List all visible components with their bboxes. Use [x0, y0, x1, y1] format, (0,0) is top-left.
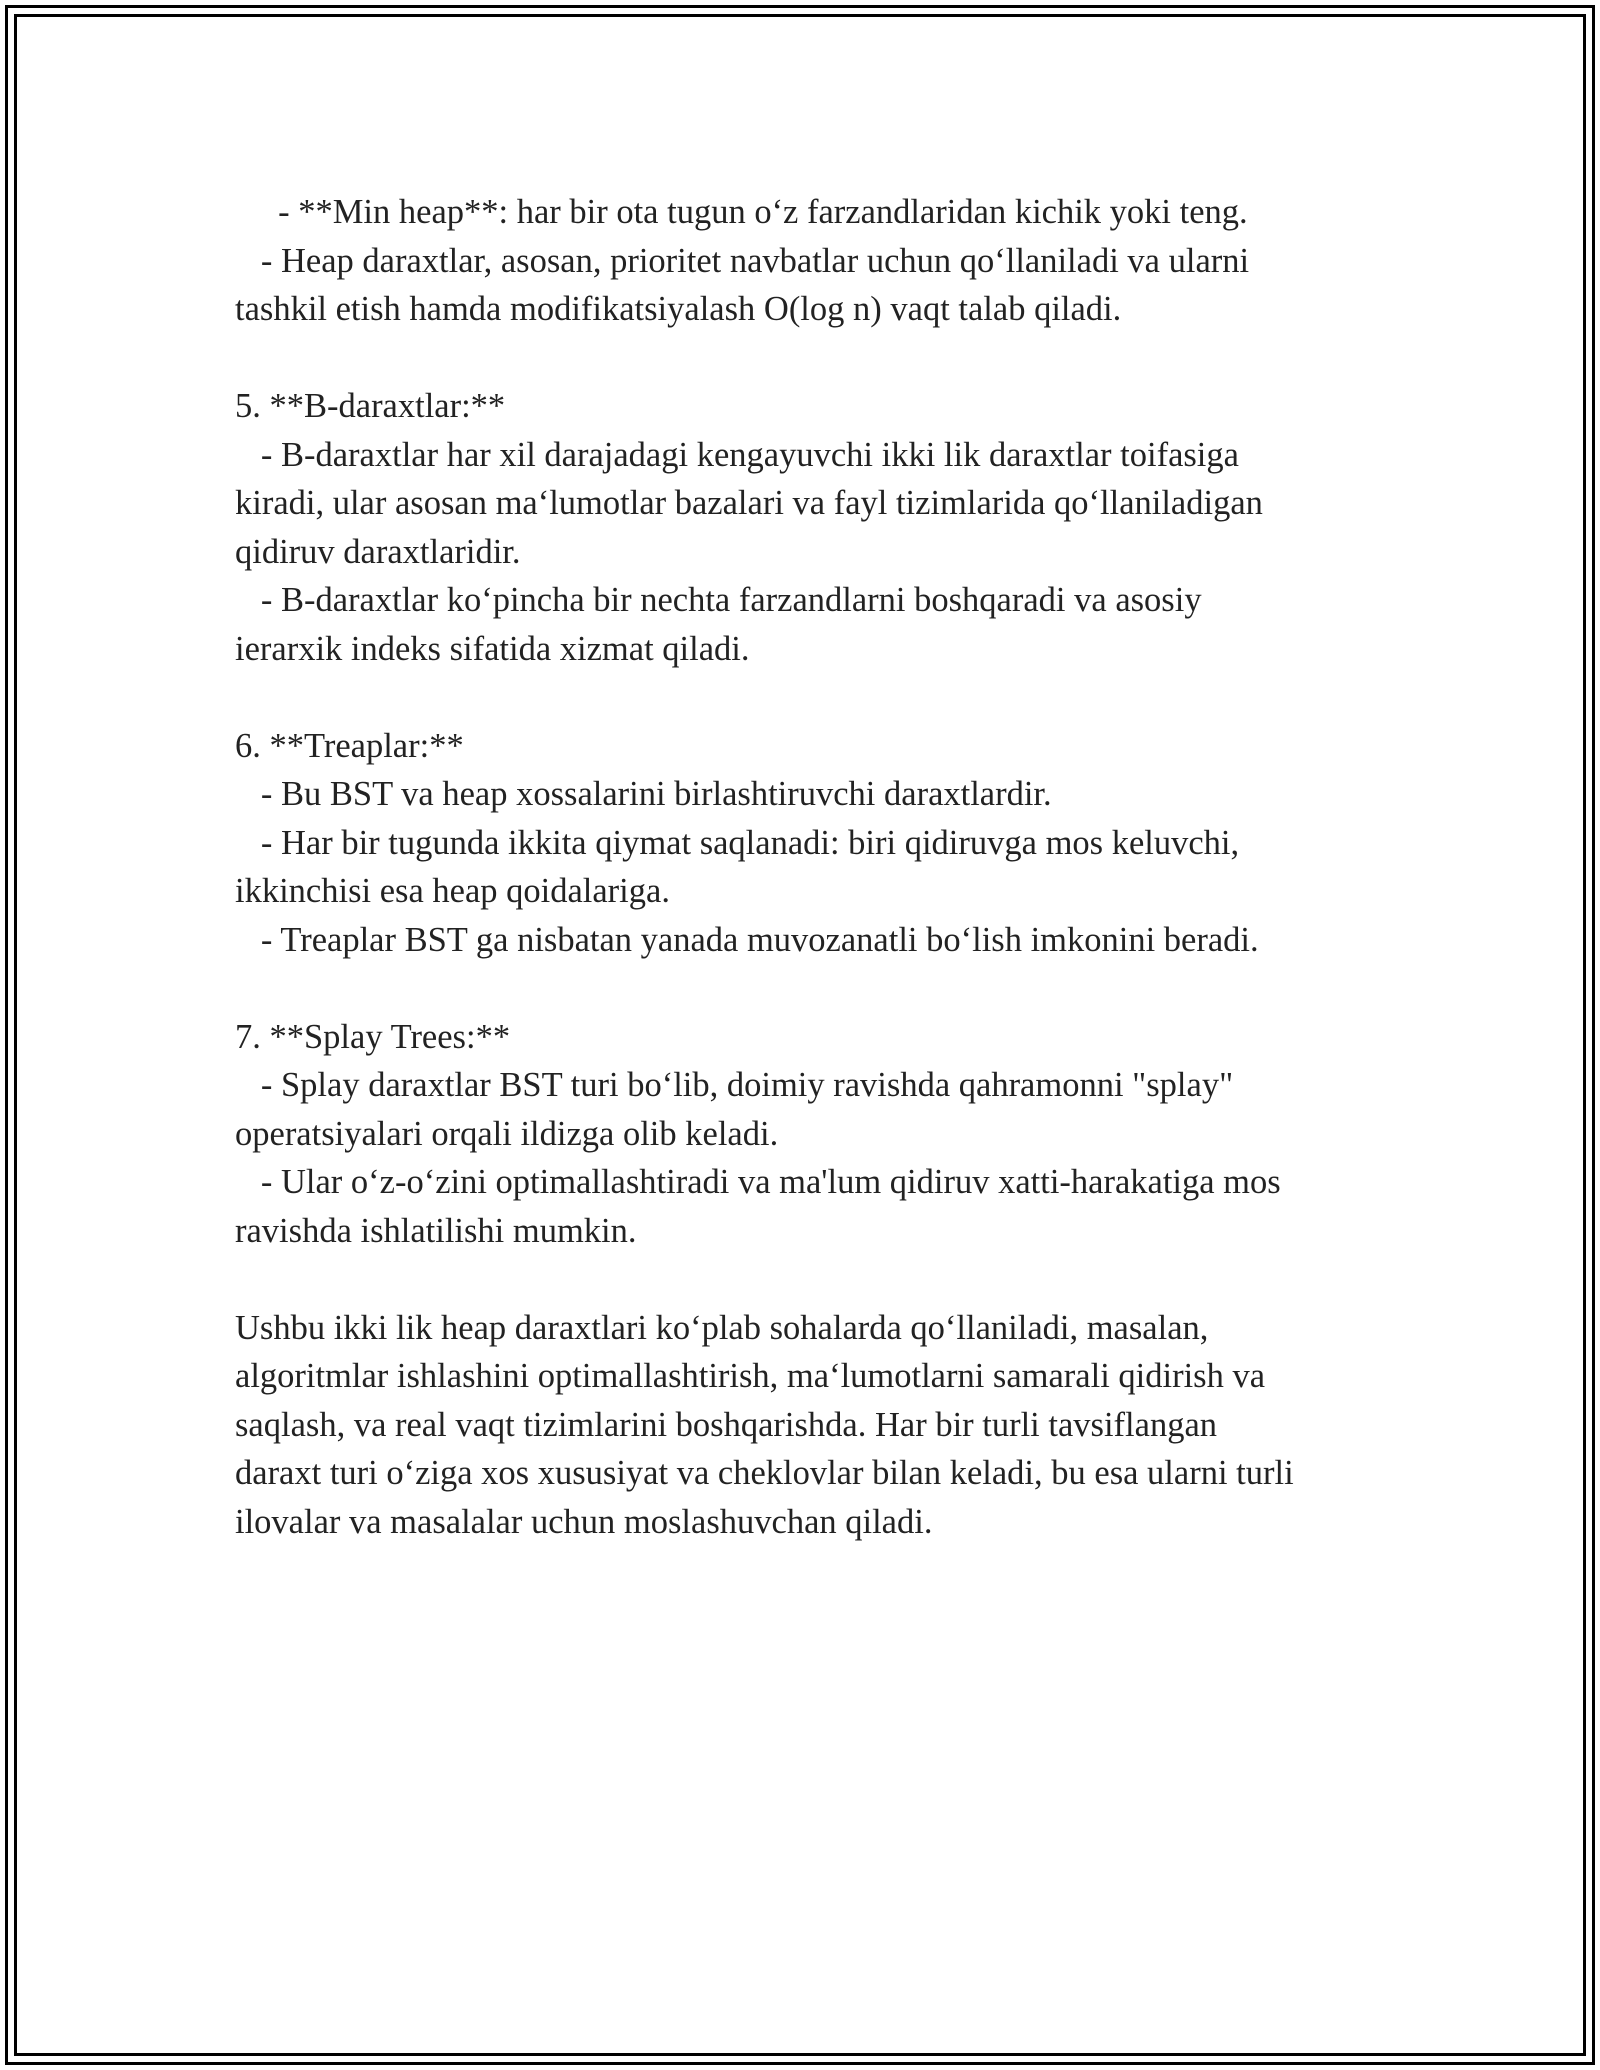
text-line: - B-daraxtlar ko‘pincha bir nechta farzandlarni boshqaradi va asosiy [235, 581, 1202, 619]
text-line: ilovalar va masalalar uchun moslashuvchan qiladi. [235, 1502, 933, 1541]
text-line: - Heap daraxtlar, asosan, prioritet navbatlar uchun qo‘llaniladi va ularni [235, 241, 1250, 280]
blank-line [235, 334, 1385, 383]
blank-line [235, 964, 1385, 1013]
text-line: Ushbu ikki lik heap daraxtlari ko‘plab sohalarda qo‘llaniladi, masalan, [235, 1308, 1209, 1347]
text-line: - Ular o‘z-o‘zini optimallashtiradi va ma'lum qidiruv xatti-harakatiga mos [235, 1163, 1281, 1201]
blank-line [235, 673, 1385, 722]
text-line: ikkinchisi esa heap qoidalariga. [235, 872, 670, 910]
text-line: - **Min heap**: har bir ota tugun o‘z farzandlaridan kichik yoki teng. [235, 193, 1248, 231]
text-line: qidiruv daraxtlaridir. [235, 532, 521, 571]
text-line: tashkil etish hamda modifikatsiyalash O(log n) vaqt talab qiladi. [235, 290, 1122, 328]
text-line: ierarxik indeks sifatida xizmat qiladi. [235, 629, 750, 668]
text-line: - Treaplar BST ga nisbatan yanada muvozanatli bo‘lish imkonini beradi. [235, 920, 1259, 959]
text-line: - B-daraxtlar har xil darajadagi kengayuvchi ikki lik daraxtlar toifasiga [235, 435, 1239, 474]
text-line: operatsiyalari orqali ildizga olib keladi. [235, 1114, 779, 1153]
text-line: algoritmlar ishlashini optimallashtirish, ma‘lumotlarni samarali qidirish va [235, 1357, 1266, 1395]
text-line: - Splay daraxtlar BST turi bo‘lib, doimiy ravishda qahramonni "splay" [235, 1066, 1234, 1104]
text-line: - Bu BST va heap xossalarini birlashtiruvchi daraxtlardir. [235, 775, 1052, 813]
section-heading: 5. **B-daraxtlar:** [235, 387, 506, 425]
section-heading: 6. **Treaplar:** [235, 726, 464, 765]
text-line: daraxt turi o‘ziga xos xususiyat va cheklovlar bilan keladi, bu esa ularni turli [235, 1454, 1294, 1492]
text-line: ravishda ishlatilishi mumkin. [235, 1211, 637, 1250]
text-line: - Har bir tugunda ikkita qiymat saqlanadi: biri qidiruvga mos keluvchi, [235, 823, 1240, 862]
blank-line [235, 1255, 1385, 1304]
document-body [235, 188, 1385, 1546]
text-line: saqlash, va real vaqt tizimlarini boshqarishda. Har bir turli tavsiflangan [235, 1405, 1218, 1444]
text-line: kiradi, ular asosan ma‘lumotlar bazalari va fayl tizimlarida qo‘llaniladigan [235, 484, 1263, 522]
section-heading: 7. **Splay Trees:** [235, 1017, 511, 1056]
